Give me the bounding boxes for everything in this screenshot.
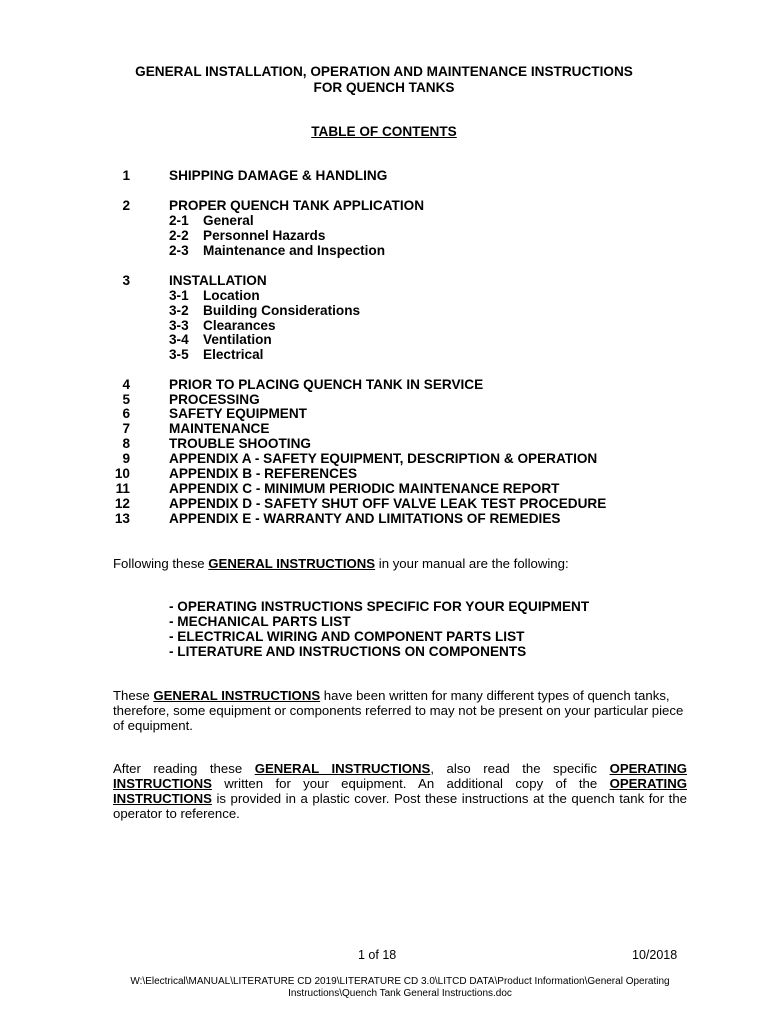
page-number: 1 of 18	[358, 948, 397, 962]
toc-subtitle: Location	[203, 288, 260, 303]
paragraph-text: After reading these	[113, 761, 255, 776]
toc-subentry-2-2	[0, 228, 768, 243]
toc-subcode: 2-1	[169, 213, 189, 228]
toc-subentry-3-2	[0, 303, 768, 318]
toc-number: 10	[114, 466, 130, 481]
toc-entry-12	[0, 496, 768, 511]
toc-subcode: 2-3	[169, 243, 189, 258]
general-instructions-emphasis: GENERAL INSTRUCTIONS	[208, 556, 376, 571]
toc-entry-10	[0, 466, 768, 481]
toc-entry-11	[0, 481, 768, 496]
document-title-line-2: FOR QUENCH TANKS	[313, 80, 455, 95]
toc-subtitle: Ventilation	[203, 332, 272, 347]
general-instructions-emphasis: GENERAL INSTRUCTIONS	[254, 761, 431, 776]
toc-entry-6	[0, 406, 768, 421]
toc-subentry-2-3	[0, 243, 768, 258]
toc-entry-1	[0, 168, 768, 183]
toc-subentry-3-3	[0, 318, 768, 333]
toc-entry-7	[0, 421, 768, 436]
toc-subcode: 3-5	[169, 347, 189, 362]
revision-date: 10/2018	[632, 948, 678, 962]
toc-subcode: 3-4	[169, 332, 189, 347]
toc-number: 6	[122, 406, 130, 421]
toc-number: 13	[114, 511, 130, 526]
toc-entry-2	[0, 198, 768, 213]
following-paragraph	[113, 556, 687, 571]
general-instructions-emphasis: GENERAL INSTRUCTIONS	[153, 688, 321, 703]
toc-number: 8	[122, 436, 130, 451]
paragraph-text: in your manual are the following:	[375, 556, 569, 571]
toc-entry-5	[0, 392, 768, 407]
toc-subtitle: Electrical	[203, 347, 264, 362]
toc-title: MAINTENANCE	[169, 421, 270, 436]
toc-number: 4	[122, 377, 130, 392]
paragraph-text: , also read the specific	[430, 761, 610, 776]
paragraph-text: These	[113, 688, 154, 703]
toc-entry-13	[0, 511, 768, 526]
toc-subcode: 3-1	[169, 288, 189, 303]
toc-subentry-3-5	[0, 347, 768, 362]
paragraph-text: have been written for many different types of quench tanks, therefore, some equipment or components referred to may not be present on your particular piece of equipment.	[113, 688, 684, 733]
toc-title: APPENDIX D - SAFETY SHUT OFF VALVE LEAK TEST PROCEDURE	[169, 496, 607, 511]
toc-title: APPENDIX B - REFERENCES	[169, 466, 358, 481]
operating-instructions-paragraph	[113, 761, 687, 821]
toc-subcode: 3-2	[169, 303, 189, 318]
paragraph-text: written for your equipment. An additional copy of the	[211, 776, 610, 791]
toc-number: 11	[115, 481, 130, 496]
toc-title: SHIPPING DAMAGE & HANDLING	[169, 168, 388, 183]
paragraph-text: Following these	[113, 556, 209, 571]
toc-subtitle: Building Considerations	[203, 303, 361, 318]
toc-number: 1	[122, 168, 130, 183]
toc-number: 7	[122, 421, 130, 436]
toc-subtitle: Personnel Hazards	[203, 228, 326, 243]
document-title-line-1: GENERAL INSTALLATION, OPERATION AND MAINTENANCE INSTRUCTIONS	[135, 64, 633, 79]
operating-instructions-emphasis: OPERATING INSTRUCTIONS	[113, 761, 687, 791]
toc-number: 9	[122, 451, 130, 466]
toc-entry-3	[0, 273, 768, 288]
toc-title: PROCESSING	[169, 392, 260, 407]
list-item: - LITERATURE AND INSTRUCTIONS ON COMPONENTS	[169, 644, 527, 659]
toc-entry-8	[0, 436, 768, 451]
toc-subentry-3-4	[0, 332, 768, 347]
toc-subcode: 2-2	[169, 228, 189, 243]
file-path: W:\Electrical\MANUAL\LITERATURE CD 2019\LITERATURE CD 3.0\LITCD DATA\Product Information\General Operating Instructions\Quench Tank General Instructions.doc	[130, 976, 670, 999]
operating-instructions-emphasis: OPERATING INSTRUCTIONS	[113, 776, 687, 806]
toc-subtitle: Maintenance and Inspection	[203, 243, 386, 258]
toc-subcode: 3-3	[169, 318, 189, 333]
toc-subentry-2-1	[0, 213, 768, 228]
toc-number: 12	[114, 496, 130, 511]
toc-title: INSTALLATION	[169, 273, 267, 288]
toc-title: PROPER QUENCH TANK APPLICATION	[169, 198, 425, 213]
toc-subentry-3-1	[0, 288, 768, 303]
toc-title: TROUBLE SHOOTING	[169, 436, 311, 451]
list-item: - ELECTRICAL WIRING AND COMPONENT PARTS LIST	[169, 629, 525, 644]
toc-subtitle: General	[203, 213, 254, 228]
toc-title: APPENDIX C - MINIMUM PERIODIC MAINTENANCE REPORT	[169, 481, 560, 496]
toc-heading: TABLE OF CONTENTS	[311, 124, 457, 139]
toc-number: 3	[122, 273, 130, 288]
toc-entry-9	[0, 451, 768, 466]
toc-number: 5	[122, 392, 130, 407]
paragraph-text: is provided in a plastic cover. Post these instructions at the quench tank for the operator to reference.	[113, 791, 687, 821]
toc-title: PRIOR TO PLACING QUENCH TANK IN SERVICE	[169, 377, 484, 392]
list-item: - MECHANICAL PARTS LIST	[169, 614, 351, 629]
toc-title: SAFETY EQUIPMENT	[169, 406, 307, 421]
toc-title: APPENDIX A - SAFETY EQUIPMENT, DESCRIPTION & OPERATION	[169, 451, 598, 466]
toc-title: APPENDIX E - WARRANTY AND LIMITATIONS OF REMEDIES	[169, 511, 561, 526]
general-instructions-paragraph	[113, 688, 687, 733]
list-item: - OPERATING INSTRUCTIONS SPECIFIC FOR YOUR EQUIPMENT	[169, 599, 590, 614]
toc-entry-4	[0, 377, 768, 392]
toc-subtitle: Clearances	[203, 318, 276, 333]
toc-number: 2	[122, 198, 130, 213]
